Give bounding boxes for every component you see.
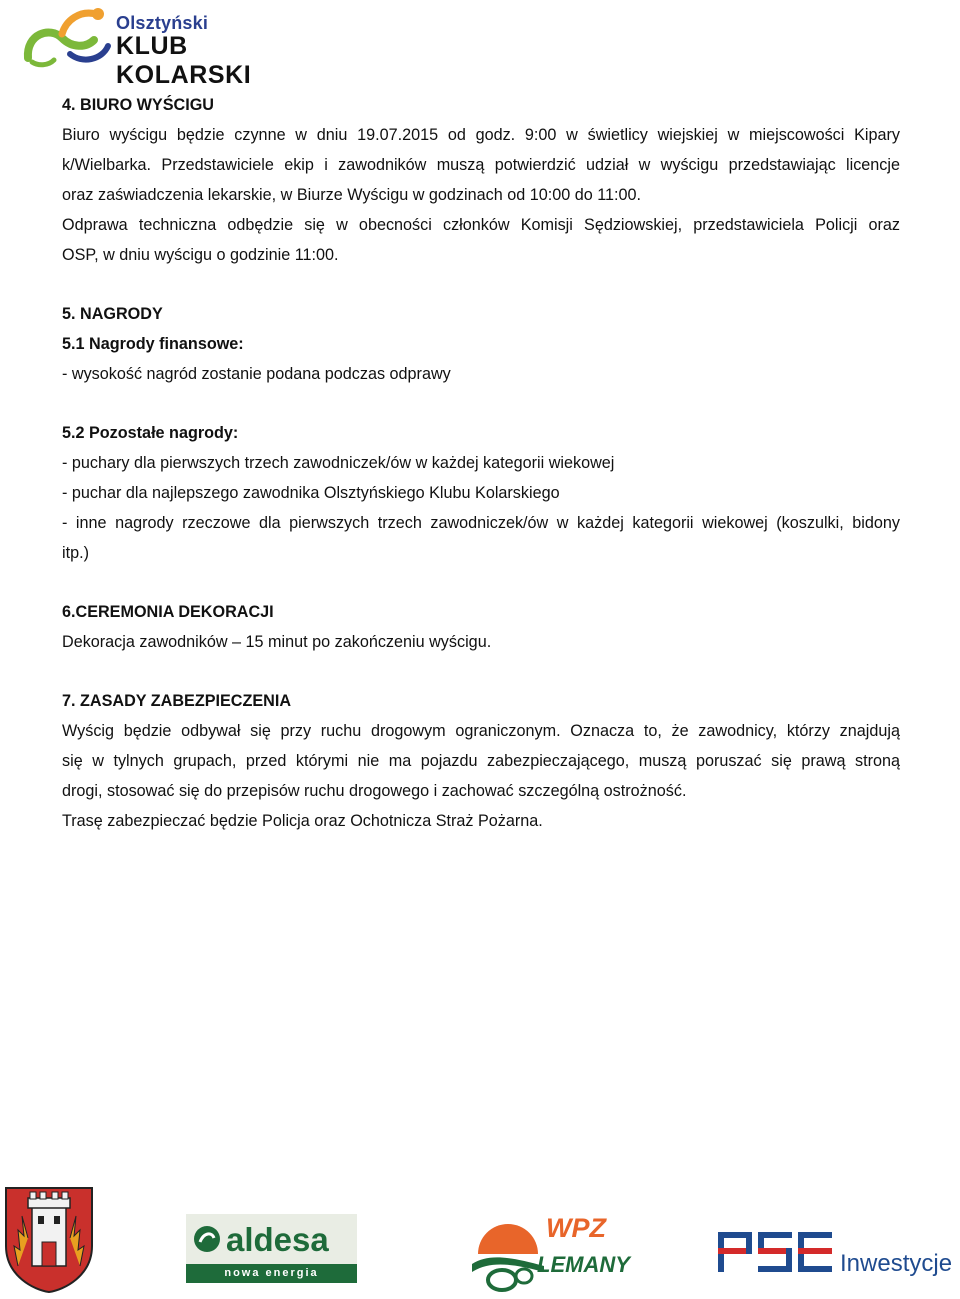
paragraph-line: się w tylnych grupach, przed którymi nie ma pojazdu zabezpieczającego, muszą poruszać się prawą stroną	[62, 752, 900, 770]
list-item: - inne nagrody rzeczowe dla pierwszych trzech zawodniczek/ów w każdej kategorii wiekowej (koszulki, bidony	[62, 514, 900, 532]
wpz-graphic-icon	[468, 1214, 548, 1294]
subsection-heading-5-1: 5.1 Nagrody finansowe:	[62, 335, 244, 353]
logo-line1: Olsztyński	[116, 13, 209, 33]
aldesa-tagline: nowa energia	[186, 1264, 357, 1283]
lemany-name: LEMANY	[537, 1252, 630, 1277]
paragraph-line: Biuro wyścigu będzie czynne w dniu 19.07.2015 od godz. 9:00 w świetlicy wiejskiej w miejscowości Kipary	[62, 126, 900, 144]
paragraph-line: OSP, w dniu wyścigu o godzinie 11:00.	[62, 246, 339, 264]
list-item: - puchar dla najlepszego zawodnika Olsztyńskiego Klubu Kolarskiego	[62, 484, 560, 502]
club-logo	[22, 4, 322, 89]
aldesa-swirl-icon	[192, 1224, 222, 1254]
logo-line2: KLUB KOLARSKI	[116, 32, 252, 89]
paragraph-line: k/Wielbarka. Przedstawiciele ekip i zawodników muszą potwierdzić udział w wyścigu przedstawiając licencje	[62, 156, 900, 174]
subsection-heading-5-2: 5.2 Pozostałe nagrody:	[62, 424, 239, 442]
list-item: - wysokość nagród zostanie podana podczas odprawy	[62, 365, 451, 383]
aldesa-logo	[186, 1214, 357, 1282]
paragraph-line: Trasę zabezpieczać będzie Policja oraz Ochotnicza Straż Pożarna.	[62, 812, 543, 830]
section-heading-4: 4. BIURO WYŚCIGU	[62, 96, 214, 114]
cyclist-logo-icon	[22, 4, 118, 68]
paragraph-line: Odprawa techniczna odbędzie się w obecności członków Komisji Sędziowskiej, przedstawiciela Policji oraz	[62, 216, 900, 234]
list-item-continuation: itp.)	[62, 544, 89, 562]
pse-inwestycje: Inwestycje	[840, 1250, 953, 1277]
coat-of-arms-icon	[4, 1186, 94, 1294]
list-item: - puchary dla pierwszych trzech zawodniczek/ów w każdej kategorii wiekowej	[62, 454, 615, 472]
pse-logo-icon	[718, 1232, 833, 1276]
wpz-name: WPZ	[546, 1213, 606, 1243]
section-heading-5: 5. NAGRODY	[62, 305, 163, 323]
section-heading-7: 7. ZASADY ZABEZPIECZENIA	[62, 692, 292, 710]
document-body	[62, 90, 900, 836]
aldesa-name: aldesa	[226, 1221, 329, 1258]
paragraph-line: drogi, stosować się do przepisów ruchu drogowego i zachować szczególną ostrożność.	[62, 782, 687, 800]
paragraph-line: oraz zaświadczenia lekarskie, w Biurze Wyścigu w godzinach od 10:00 do 11:00.	[62, 186, 642, 204]
paragraph-line: Dekoracja zawodników – 15 minut po zakończeniu wyścigu.	[62, 633, 492, 651]
section-heading-6: 6.CEREMONIA DEKORACJI	[62, 603, 274, 621]
paragraph-line: Wyścig będzie odbywał się przy ruchu drogowym ograniczonym. Oznacza to, że zawodnicy, którzy znajdują	[62, 722, 900, 740]
